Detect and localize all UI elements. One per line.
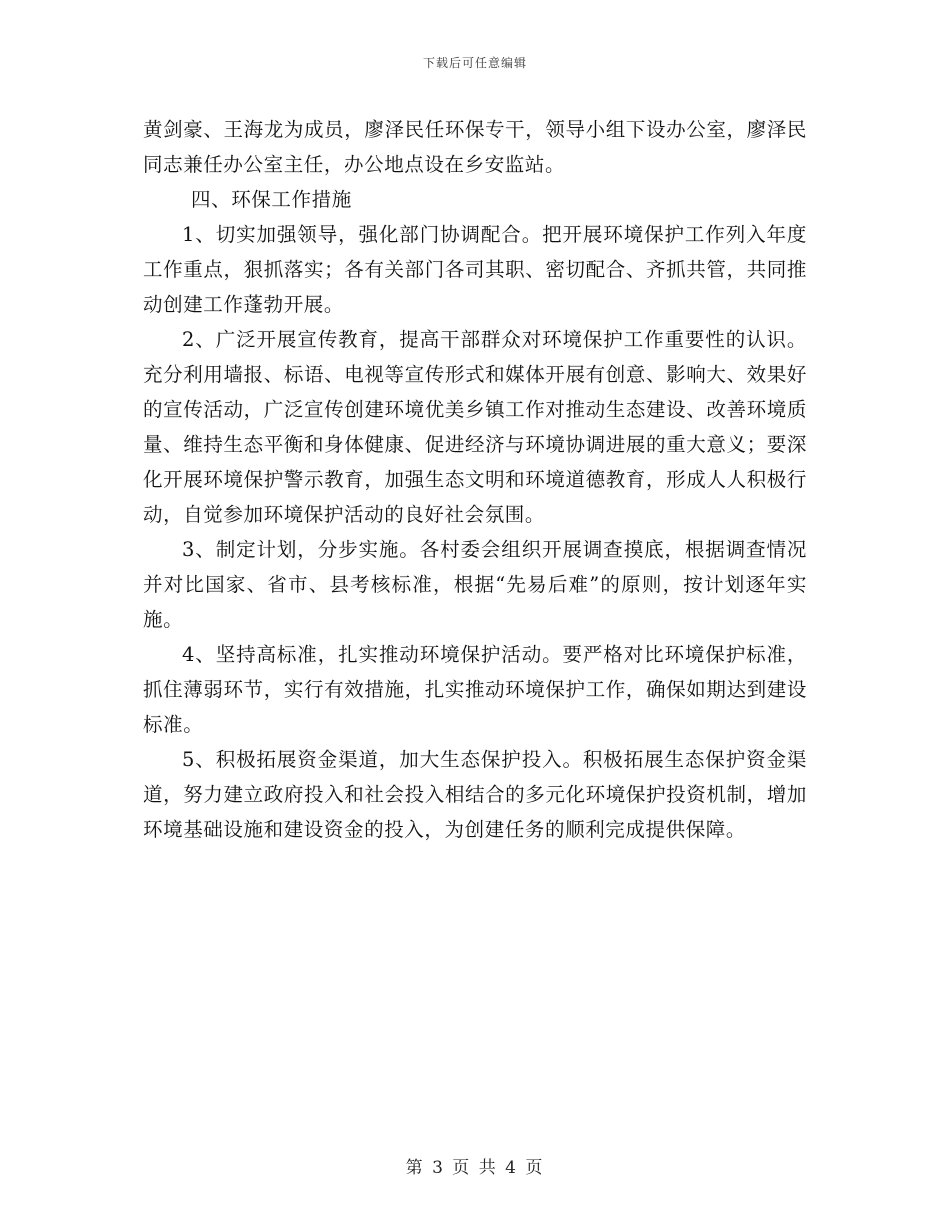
- paragraph-measure-3: 3、制定计划，分步实施。各村委会组织开展调查摸底，根据调查情况并对比国家、省市、县考核标准，根据“先易后难”的原则，按计划逐年实施。: [143, 538, 807, 631]
- paragraph-measure-4: 4、坚持高标准，扎实推动环境保护活动。要严格对比环境保护标准，抓住薄弱环节，实行有效措施，扎实推动环境保护工作，确保如期达到建设标准。: [143, 643, 807, 736]
- page-header: 下载后可任意编辑: [422, 56, 527, 70]
- document-body: [143, 112, 807, 847]
- paragraph-measure-2: 2、广泛开展宣传教育，提高干部群众对环境保护工作重要性的认识。充分利用墙报、标语、电视等宣传形式和媒体开展有创意、影响大、效果好的宣传活动，广泛宣传创建环境优美乡镇工作对推动生态建设、改善环境质量、维持生态平衡和身体健康、促进经济与环境协调进展的重大意义；要深化开展环境保护警示教育，加强生态文明和环境道德教育，形成人人积极行动，自觉参加环境保护活动的良好社会氛围。: [143, 328, 807, 526]
- footer-mid: 页 共: [452, 1158, 498, 1178]
- footer-prefix: 第: [405, 1158, 425, 1178]
- footer-total-pages: 4: [505, 1158, 518, 1178]
- paragraph-members: 黄剑豪、王海龙为成员，廖泽民任环保专干，领导小组下设办公室，廖泽民同志兼任办公室主任，办公地点设在乡安监站。: [143, 118, 807, 176]
- section-heading: 四、环保工作措施: [191, 188, 352, 211]
- page-footer: [0, 1153, 950, 1178]
- footer-suffix: 页: [525, 1158, 545, 1178]
- footer-page-number: 3: [432, 1158, 445, 1178]
- paragraph-measure-5: 5、积极拓展资金渠道，加大生态保护投入。积极拓展生态保护资金渠道，努力建立政府投入和社会投入相结合的多元化环境保护投资机制，增加环境基础设施和建设资金的投入，为创建任务的顺利完成提供保障。: [143, 748, 807, 841]
- paragraph-measure-1: 1、切实加强领导，强化部门协调配合。把开展环境保护工作列入年度工作重点，狠抓落实；各有关部门各司其职、密切配合、齐抓共管，共同推动创建工作蓬勃开展。: [143, 223, 807, 316]
